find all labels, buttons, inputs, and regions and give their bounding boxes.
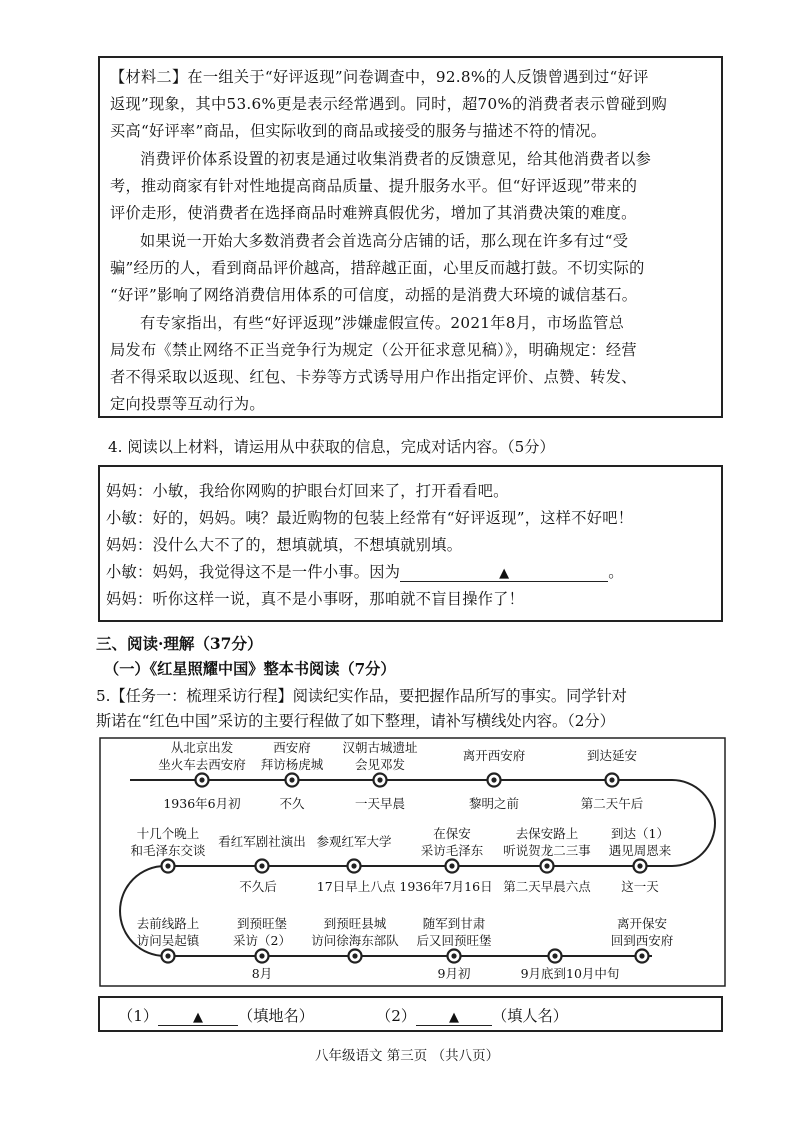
route-stop-center (259, 953, 264, 958)
material-line: 者不得采取以返现、红包、卡券等方式诱导用户作出指定评价、点赞、转发、 (110, 368, 637, 386)
route-stop-label: 离开保安 (616, 916, 668, 931)
route-stop-label: 到预旺县城 (323, 916, 387, 931)
route-stop-center (609, 777, 614, 782)
material-line: 考，推动商家有针对性地提高商品质量、提升服务水平。但“好评返现”带来的 (110, 177, 638, 195)
route-stop-label: 听说贺龙二三事 (503, 843, 591, 858)
route-stop-label: 去保安路上 (515, 826, 579, 841)
dialogue-line (106, 561, 624, 582)
triangle-marker-icon: ▲ (449, 1010, 460, 1025)
route-stop-center (165, 953, 170, 958)
route-stop-time: 第二天午后 (580, 796, 644, 811)
route-stop-center (637, 863, 642, 868)
route-stop-label: 去前线路上 (136, 916, 200, 931)
material-line: 定向投票等互动行为。 (110, 395, 265, 413)
answer-2-hint: （填人名） (492, 1007, 568, 1025)
route-stop-label: 回到西安府 (610, 933, 674, 948)
route-stop-label: 参观红军大学 (316, 834, 392, 849)
route-stop-center (377, 777, 382, 782)
route-labels (130, 740, 673, 981)
route-stop-label: 随军到甘肃 (422, 916, 486, 931)
route-stop-label: 后又回预旺堡 (416, 933, 492, 948)
dialogue-line: 小敏：好的，妈妈。咦？最近购物的包装上经常有“好评返现”，这样不好吧！ (106, 509, 634, 527)
dialogue-line: 妈妈：听你这样一说，真不是小事呀，那咱就不盲目操作了！ (106, 590, 525, 608)
dialogue-line: 妈妈：没什么大不了的，想填就填，不想填就别填。 (106, 536, 463, 554)
dialogue-line: 妈妈：小敏，我给你网购的护眼台灯回来了，打开看看吧。 (106, 482, 509, 500)
route-stop-time: 这一天 (621, 879, 659, 894)
material-line: 买高“好评率”商品，但实际收到的商品或接受的服务与描述不符的情况。 (110, 122, 607, 140)
material-line: 评价走形，使消费者在选择商品时难辨真假优劣，增加了其消费决策的难度。 (110, 204, 637, 222)
route-stop-label: 十几个晚上 (136, 826, 200, 841)
route-stop-label: 到达（1） (611, 826, 669, 841)
route-stop-label: 和毛泽东交谈 (130, 843, 206, 858)
route-stop-center (639, 953, 644, 958)
route-stop-time: 一天早晨 (354, 796, 406, 811)
material-line: 如果说一开始大多数消费者会首选高分店铺的话，那么现在许多有过“受 (140, 232, 629, 250)
route-stop-center (544, 863, 549, 868)
route-stop-time: 黎明之前 (468, 796, 520, 811)
route-stop-time: 1936年7月16日 (399, 879, 493, 894)
route-stop-label: 采访（2） (233, 933, 291, 948)
answer-2 (376, 1005, 568, 1026)
route-stop-label: 会见邓发 (354, 757, 406, 772)
answer-1-number: （1） (118, 1007, 159, 1025)
material-line: 有专家指出，有些“好评返现”涉嫌虚假宣传。2021年8月，市场监管总 (140, 314, 625, 332)
answer-2-blank[interactable] (416, 1007, 492, 1026)
route-stop-label: 到预旺堡 (236, 916, 288, 931)
q4-prompt: 4. 阅读以上材料，请运用从中获取的信息，完成对话内容。（5分） (108, 438, 555, 456)
material-line: 【材料二】在一组关于“好评返现”问卷调查中，92.8%的人反馈曾遇到过“好评 (110, 68, 649, 86)
route-stop-time: 17日早上八点 (316, 879, 396, 894)
route-stop-label: 汉朝古城遗址 (342, 740, 418, 755)
diagram-frame (100, 738, 725, 986)
answer-2-number: （2） (376, 1007, 417, 1025)
route-stop-label: 访问徐海东部队 (311, 933, 399, 948)
route-stop-time: 不久后 (239, 879, 277, 894)
answer-1-blank[interactable] (158, 1007, 238, 1026)
route-stop-label: 离开西安府 (462, 748, 526, 763)
route-stop-center (449, 863, 454, 868)
material-line: 消费评价体系设置的初衷是通过收集消费者的反馈意见，给其他消费者以参 (140, 150, 652, 168)
route-stop-time: 1936年6月初 (163, 796, 241, 811)
material-line: 骗”经历的人，看到商品评价越高，措辞越正面，心里反而越打鼓。不切实际的 (110, 259, 645, 277)
route-stop-label: 从北京出发 (170, 740, 234, 755)
route-stop-time: 第二天早晨六点 (503, 879, 591, 894)
q5-line2: 斯诺在“红色中国”采访的主要行程做了如下整理，请补写横线处内容。（2分） (96, 712, 615, 730)
route-stop-label: 西安府 (273, 740, 311, 755)
answer-1-hint: （填地名） (238, 1007, 314, 1025)
route-stop-center (199, 777, 204, 782)
route-stop-center (491, 777, 496, 782)
route-stop-center (352, 953, 357, 958)
material-line: “好评”影响了网络消费信用体系的可信度，动摇的是消费大环境的诚信基石。 (110, 286, 638, 304)
route-stop-center (451, 953, 456, 958)
dialogue-prefix: 小敏：妈妈，我觉得这不是一件小事。因为 (106, 563, 401, 581)
material-line: 局发布《禁止网络不正当竞争行为规定（公开征求意见稿）》，明确规定：经营 (110, 341, 637, 359)
triangle-marker-icon: ▲ (499, 566, 510, 581)
q4-answer-blank[interactable] (400, 563, 608, 582)
q5-line1: 5.【任务一：梳理采访行程】阅读纪实作品，要把握作品所写的事实。同学针对 (96, 687, 627, 705)
route-diagram (0, 733, 793, 993)
route-stop-label: 在保安 (433, 826, 471, 841)
answer-1 (118, 1005, 314, 1026)
route-stop-label: 采访毛泽东 (420, 843, 484, 858)
section-title: 三、阅读·理解（37分） (96, 634, 263, 653)
material-line: 返现”现象，其中53.6%更是表示经常遇到。同时，超70%的消费者表示曾碰到购 (110, 95, 668, 113)
route-stop-time: 不久 (279, 796, 305, 811)
route-stop-time: 9月底到10月中旬 (520, 966, 620, 981)
route-stop-time: 8月 (251, 966, 273, 981)
route-stop-center (259, 863, 264, 868)
route-stop-center (289, 777, 294, 782)
triangle-marker-icon: ▲ (193, 1010, 204, 1025)
route-stop-center (165, 863, 170, 868)
route-stop-label: 到达延安 (586, 748, 638, 763)
subsection-title: （一）《红星照耀中国》整本书阅读（7分） (104, 660, 396, 678)
route-stop-center (351, 863, 356, 868)
route-stop-label: 访问吴起镇 (136, 933, 200, 948)
route-stop-label: 看红军剧社演出 (218, 834, 306, 849)
page-footer: 八年级语文 第三页 （共八页） (315, 1048, 500, 1064)
route-stop-time: 9月初 (437, 966, 471, 981)
route-stop-center (552, 953, 557, 958)
dialogue-end: 。 (608, 563, 624, 581)
route-stop-label: 坐火车去西安府 (158, 757, 246, 772)
route-stop-label: 拜访杨虎城 (260, 757, 324, 772)
route-stop-label: 遇见周恩来 (608, 843, 672, 858)
